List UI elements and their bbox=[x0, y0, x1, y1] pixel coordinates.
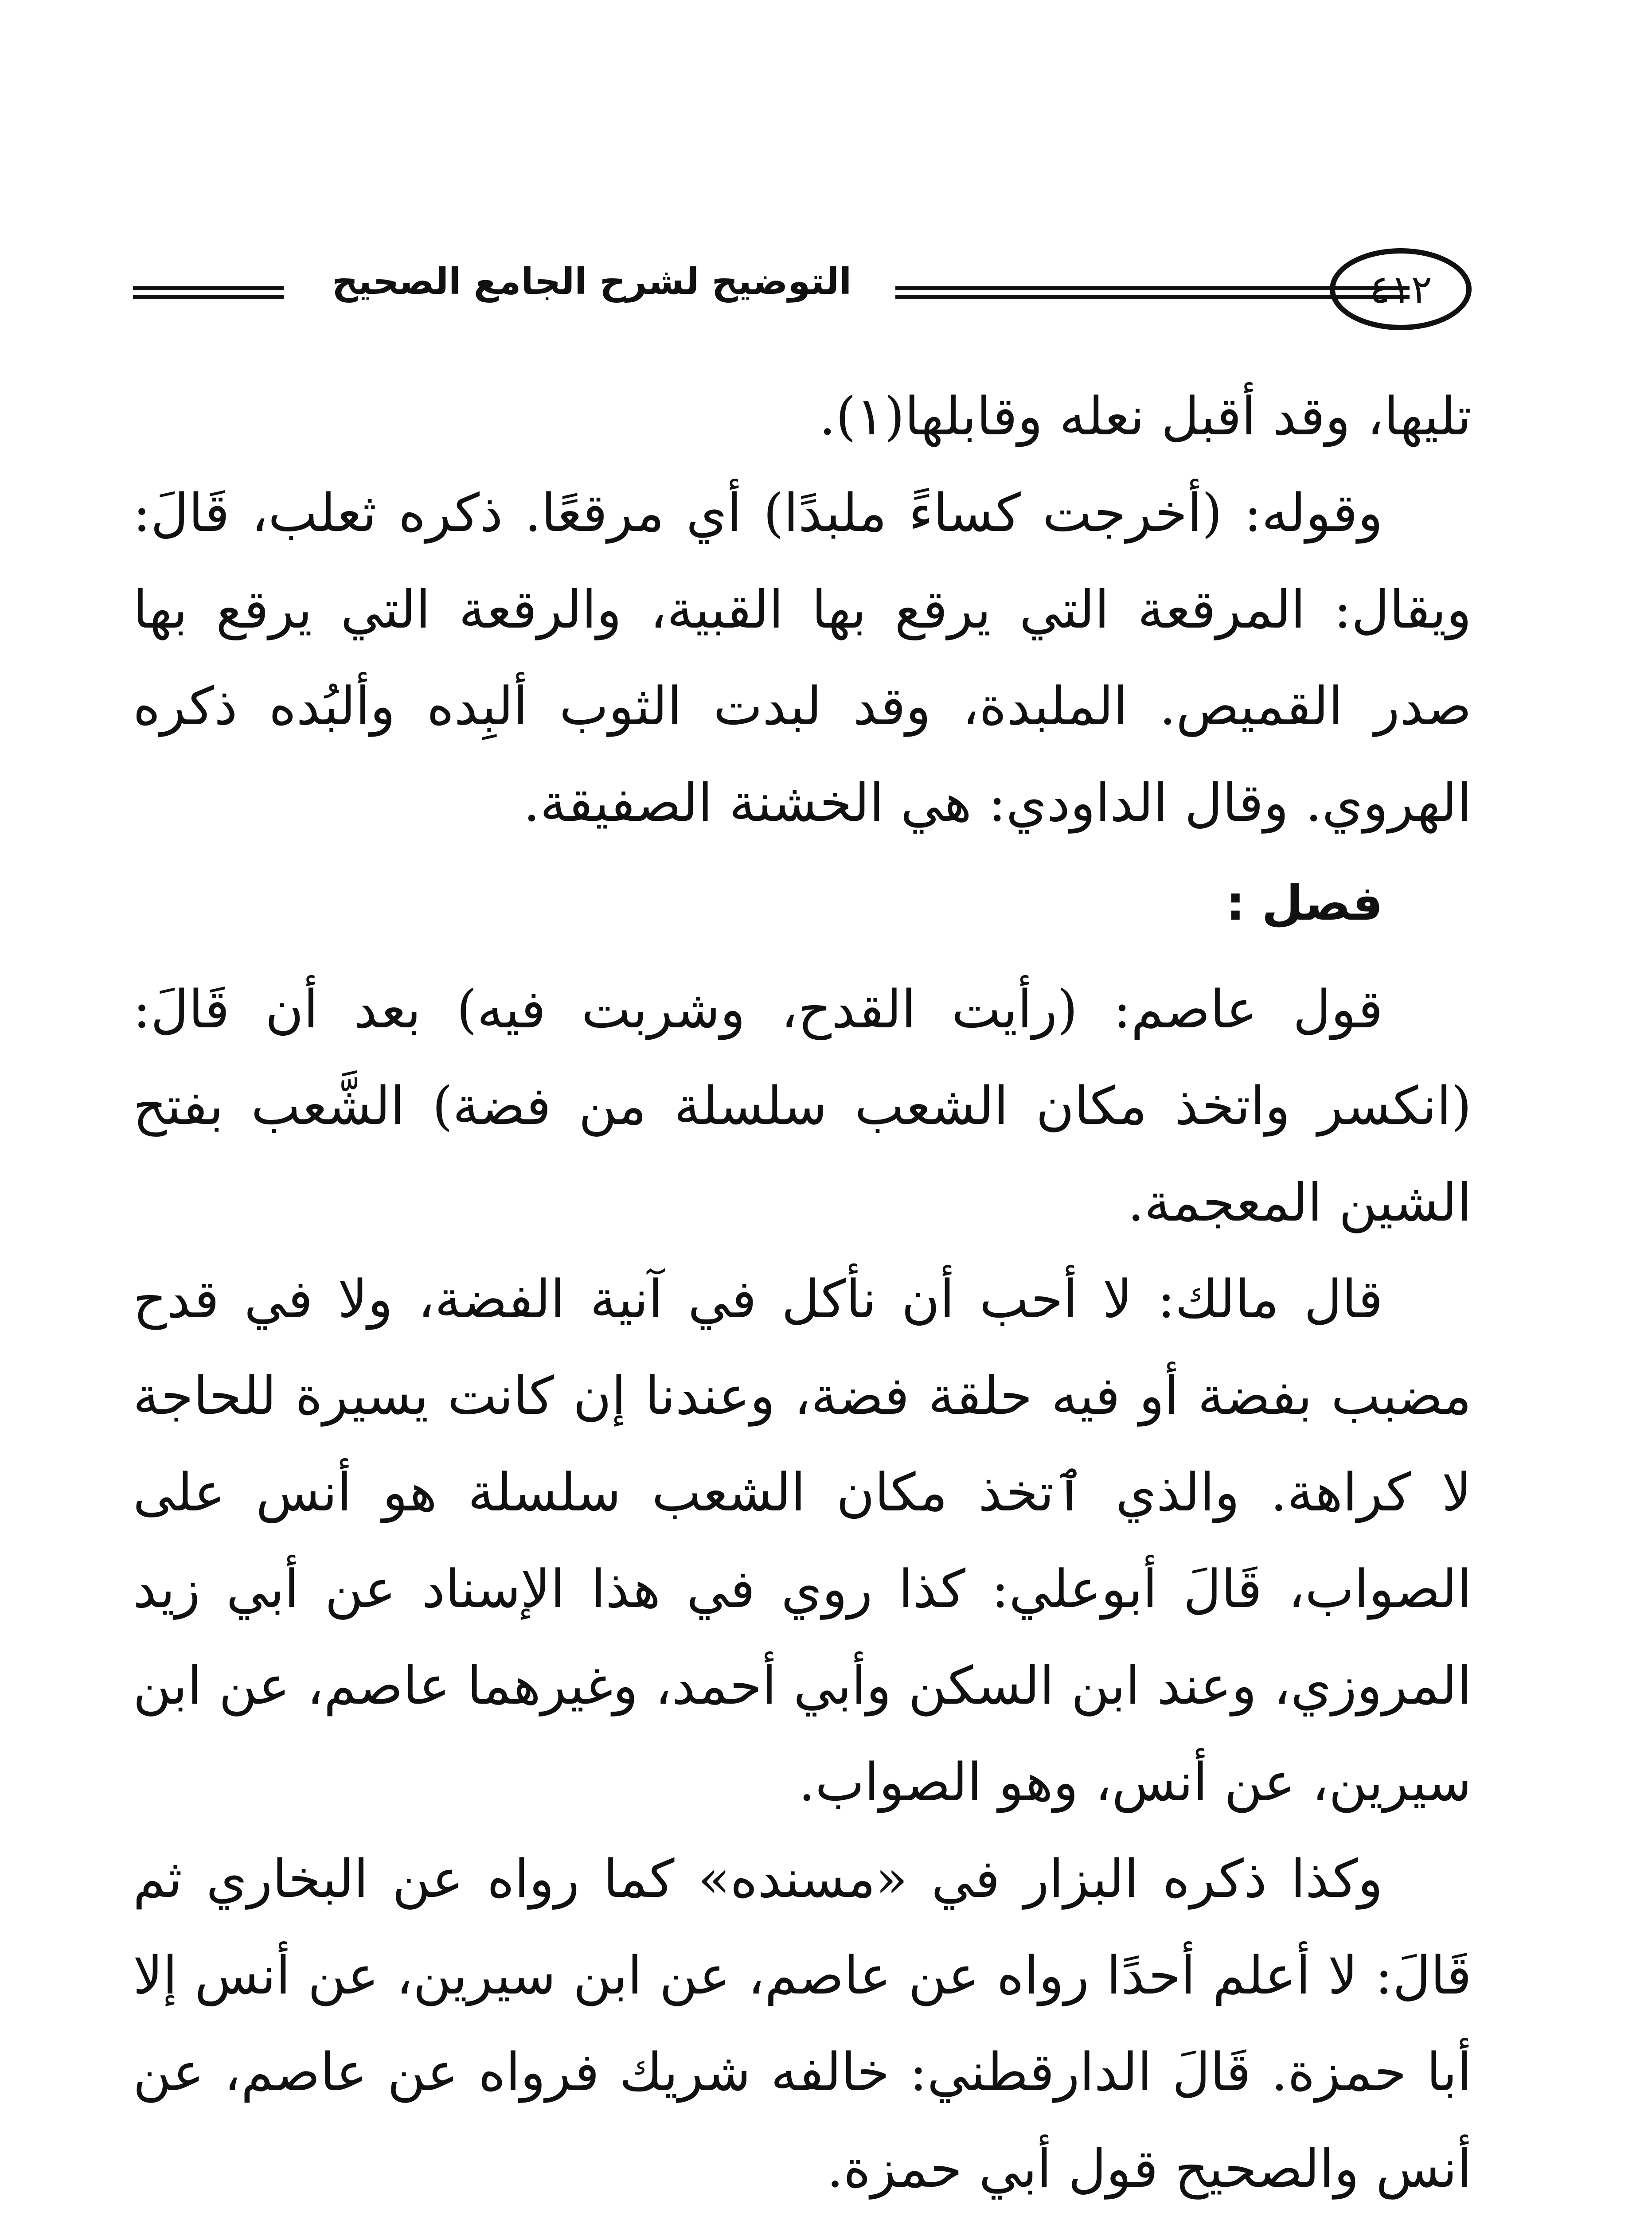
section-heading: فصل : bbox=[1226, 876, 1383, 931]
paragraph-2: وقوله: (أخرجت كساءً ملبدًا) أي مرقعًا. ذكره ثعلب، قَالَ: ويقال: المرقعة التي يرقع بها القبية، والرقعة التي يرقع بها صدر القميص. الملبدة، وقد لبدت الثوب ألبِده وألبُده ذكره الهروي. وقال الداودي: هي الخشنة الصفيقة. bbox=[133, 482, 1472, 833]
page-number: ٤١٢ bbox=[1330, 248, 1472, 330]
running-header bbox=[133, 248, 1472, 337]
paragraph-4: قال مالك: لا أحب أن نأكل في آنية الفضة، ولا في قدح مضبب بفضة أو فيه حلقة فضة، وعندنا إن كانت يسيرة للحاجة لا كراهة. والذي ٱتخذ مكان الشعب سلسلة هو أنس على الصواب، قَالَ أبوعلي: كذا روي في هذا الإسناد عن أبي زيد المروزي، وعند ابن السكن وأبي أحمد، وغيرهما عاصم، عن ابن سيرين، عن أنس، وهو الصواب. bbox=[133, 1268, 1472, 1813]
book-title: التوضيح لشرح الجامع الصحيح bbox=[332, 261, 852, 303]
paragraph-1: تليها، وقد أقبل نعله وقابلها(١). bbox=[819, 386, 1472, 447]
main-text bbox=[133, 368, 1472, 2216]
paragraph-3: قول عاصم: (رأيت القدح، وشربت فيه) بعد أن قَالَ: (انكسر واتخذ مكان الشعب سلسلة من فضة) الشَّعب بفتح الشين المعجمة. bbox=[133, 979, 1472, 1233]
header-rule-left bbox=[133, 286, 284, 299]
paragraph-5: وكذا ذكره البزار في «مسنده» كما رواه عن البخاري ثم قَالَ: لا أعلم أحدًا رواه عن عاصم، عن ابن سيرين، عن أنس إلا أبا حمزة. قَالَ الدارقطني: خالفه شريك فرواه عن عاصم، عن أنس والصحيح قول أبي حمزة. bbox=[133, 1848, 1472, 2199]
